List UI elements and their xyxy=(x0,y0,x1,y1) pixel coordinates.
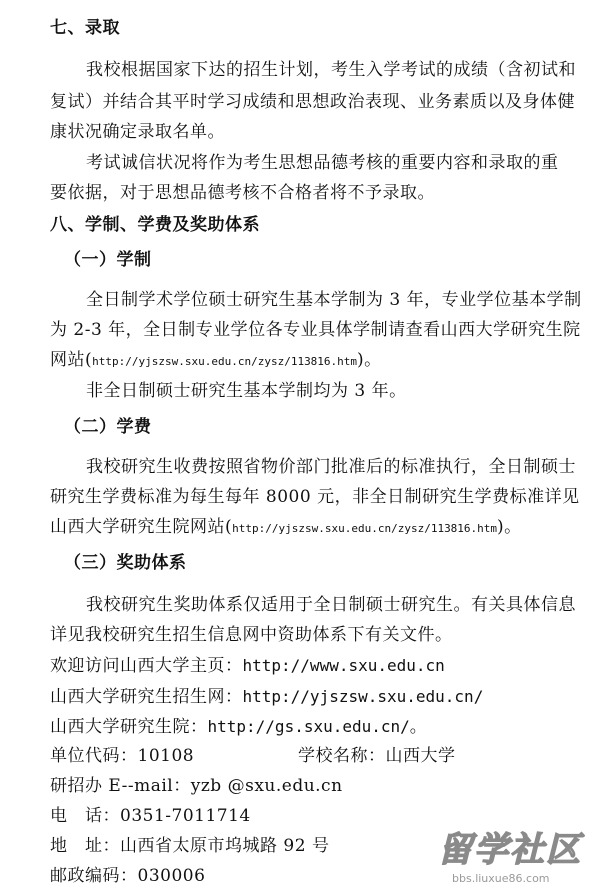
section-7-heading: 七、录取 xyxy=(50,18,120,38)
graduate-school-row xyxy=(50,717,427,737)
tuition-info-link[interactable]: http://yjszsw.sxu.edu.cn/zysz/113816.htm xyxy=(232,522,498,535)
unit-code-row xyxy=(50,746,194,766)
homepage-link[interactable]: http://www.sxu.edu.cn xyxy=(242,656,445,675)
school-name-value: 山西大学 xyxy=(385,746,456,766)
admission-site-link[interactable]: http://yjszsw.sxu.edu.cn/ xyxy=(242,687,484,706)
subsection-heading-duration: （一）学制 xyxy=(64,250,152,270)
postcode-value: 030006 xyxy=(137,866,206,886)
paragraph-line: 非全日制硕士研究生基本学制均为 3 年。 xyxy=(86,381,407,401)
paragraph-line-with-link xyxy=(50,350,382,372)
contact-label: 山西大学研究生院： xyxy=(50,717,208,737)
section-8-heading: 八、学制、学费及奖助体系 xyxy=(50,215,260,235)
contact-label: 地 址： xyxy=(50,836,120,856)
paragraph-line: 考试诚信状况将作为考生思想品德考核的重要内容和录取的重 xyxy=(86,153,559,173)
paragraph-line: 复试）并结合其平时学习成绩和思想政治表现、业务素质以及身体健 xyxy=(50,92,575,112)
contact-label: 山西大学研究生招生网： xyxy=(50,687,243,707)
text-fragment: )。 xyxy=(497,517,522,537)
text-fragment: )。 xyxy=(357,350,382,370)
paragraph-line: 我校研究生奖助体系仅适用于全日制硕士研究生。有关具体信息 xyxy=(86,595,576,615)
contact-label: 欢迎访问山西大学主页： xyxy=(50,656,243,676)
paragraph-line: 康状况确定录取名单。 xyxy=(50,122,225,142)
paragraph-line: 全日制学术学位硕士研究生基本学制为 3 年，专业学位基本学制 xyxy=(86,290,582,310)
text-fragment: 。 xyxy=(409,717,428,737)
address-row xyxy=(50,836,329,856)
text-fragment: 山西大学研究生院网站( xyxy=(50,517,233,537)
address-value: 山西省太原市坞城路 92 号 xyxy=(120,836,330,856)
paragraph-line: 我校根据国家下达的招生计划，考生入学考试的成绩（含初试和 xyxy=(86,60,576,80)
subsection-heading-scholarship: （三）奖助体系 xyxy=(64,553,187,573)
homepage-row xyxy=(50,656,445,676)
subsection-heading-tuition: （二）学费 xyxy=(64,417,152,437)
watermark-logo: 留学社区 xyxy=(438,830,582,870)
paragraph-line-with-link xyxy=(50,517,522,539)
contact-label: 研招办 E--mail： xyxy=(50,776,191,796)
unit-code-value: 10108 xyxy=(137,746,195,766)
paragraph-line: 要依据，对于思想品德考核不合格者将不予录取。 xyxy=(50,183,435,203)
contact-label: 学校名称： xyxy=(298,746,386,766)
watermark xyxy=(438,830,596,890)
email-row xyxy=(50,776,343,796)
watermark-url: bbs.liuxue86.com xyxy=(452,872,550,885)
postcode-row xyxy=(50,866,205,886)
contact-label: 邮政编码： xyxy=(50,866,138,886)
paragraph-line: 为 2-3 年，全日制专业学位各专业具体学制请查看山西大学研究生院 xyxy=(50,320,581,340)
duration-info-link[interactable]: http://yjszsw.sxu.edu.cn/zysz/113816.htm xyxy=(92,355,358,368)
graduate-school-link[interactable]: http://gs.sxu.edu.cn/ xyxy=(207,717,410,736)
phone-row xyxy=(50,806,251,826)
paragraph-line: 我校研究生收费按照省物价部门批准后的标准执行，全日制硕士 xyxy=(86,457,576,477)
phone-value: 0351-7011714 xyxy=(120,806,251,826)
school-name-row xyxy=(298,746,456,766)
text-fragment: 网站( xyxy=(50,350,93,370)
paragraph-line: 详见我校研究生招生信息网中资助体系下有关文件。 xyxy=(50,625,453,645)
contact-label: 电 话： xyxy=(50,806,120,826)
contact-label: 单位代码： xyxy=(50,746,138,766)
admission-site-row xyxy=(50,687,483,707)
paragraph-line: 研究生学费标准为每生每年 8000 元，非全日制研究生学费标准详见 xyxy=(50,487,580,507)
email-value[interactable]: yzb @sxu.edu.cn xyxy=(190,776,343,796)
